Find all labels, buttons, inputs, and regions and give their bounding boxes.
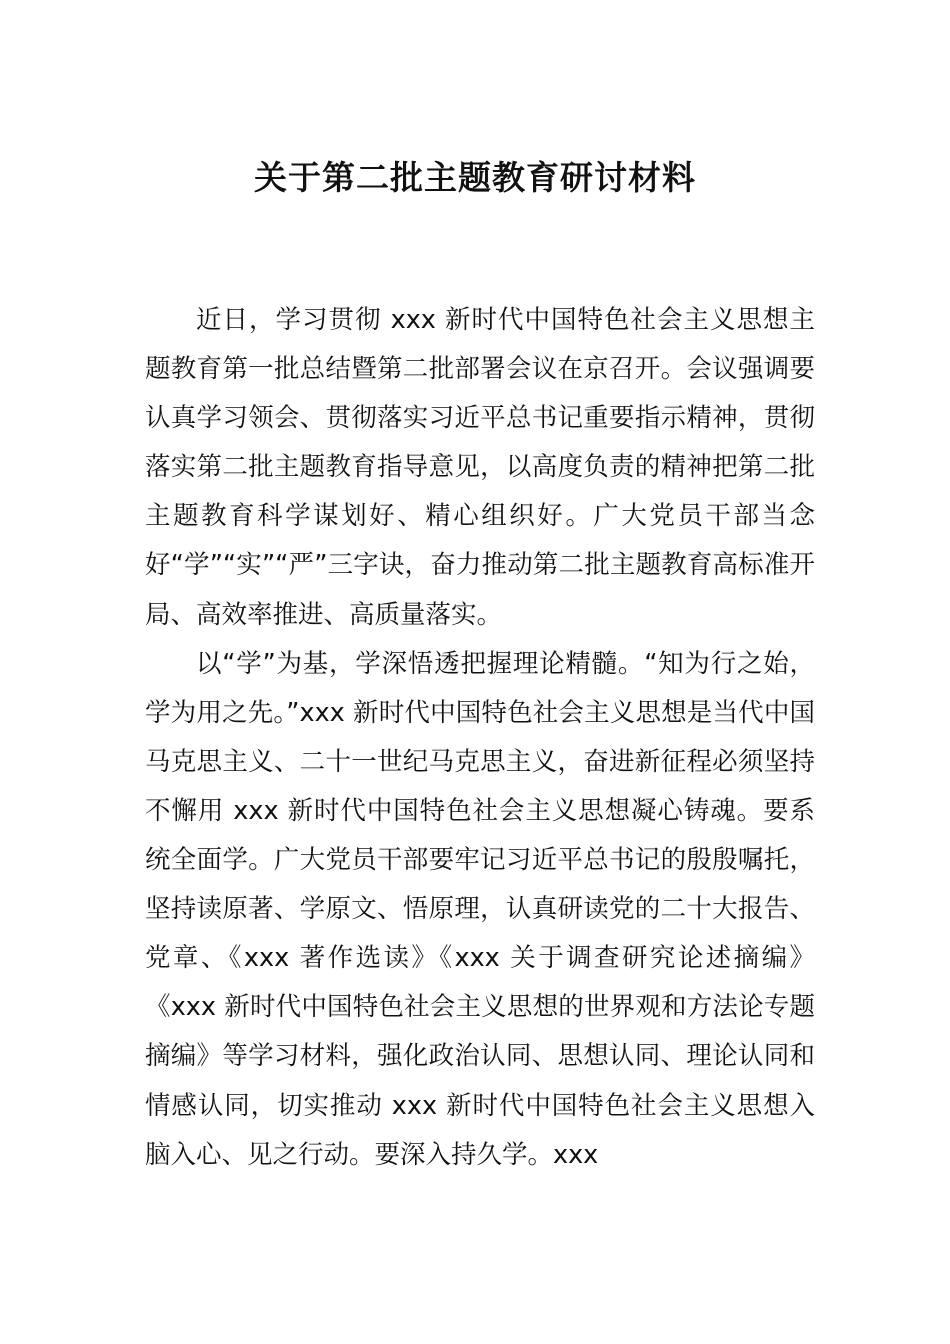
document-body: [145, 296, 815, 1180]
document-title: 关于第二批主题教育研讨材料: [254, 158, 696, 197]
paragraph-1: 近日，学习贯彻 xxx 新时代中国特色社会主义思想主题教育第一批总结暨第二批部署会议在京召开。会议强调要认真学习领会、贯彻落实习近平总书记重要指示精神，贯彻落实第二批主题教育指导意见，以高度负责的精神把第二批主题教育科学谋划好、精心组织好。广大党员干部当念好“学”“实”“严”三字诀，奋力推动第二批主题教育高标准开局、高效率推进、高质量落实。: [145, 305, 815, 630]
paragraph-2: 以“学”为基，学深悟透把握理论精髓。“知为行之始，学为用之先。”xxx 新时代中国特色社会主义思想是当代中国马克思主义、二十一世纪马克思主义，奋进新征程必须坚持不懈用 xxx 新时代中国特色社会主义思想凝心铸魂。要系统全面学。广大党员干部要牢记习近平总书记的殷殷嘱托，坚持读原著、学原文、悟原理，认真研读党的二十大报告、党章、《xxx 著作选读》《xxx 关于调查研究论述摘编》《xxx 新时代中国特色社会主义思想的世界观和方法论专题摘编》等学习材料，强化政治认同、思想认同、理论认同和情感认同，切实推动 xxx 新时代中国特色社会主义思想入脑入心、见之行动。要深入持久学。xxx: [145, 648, 815, 1170]
